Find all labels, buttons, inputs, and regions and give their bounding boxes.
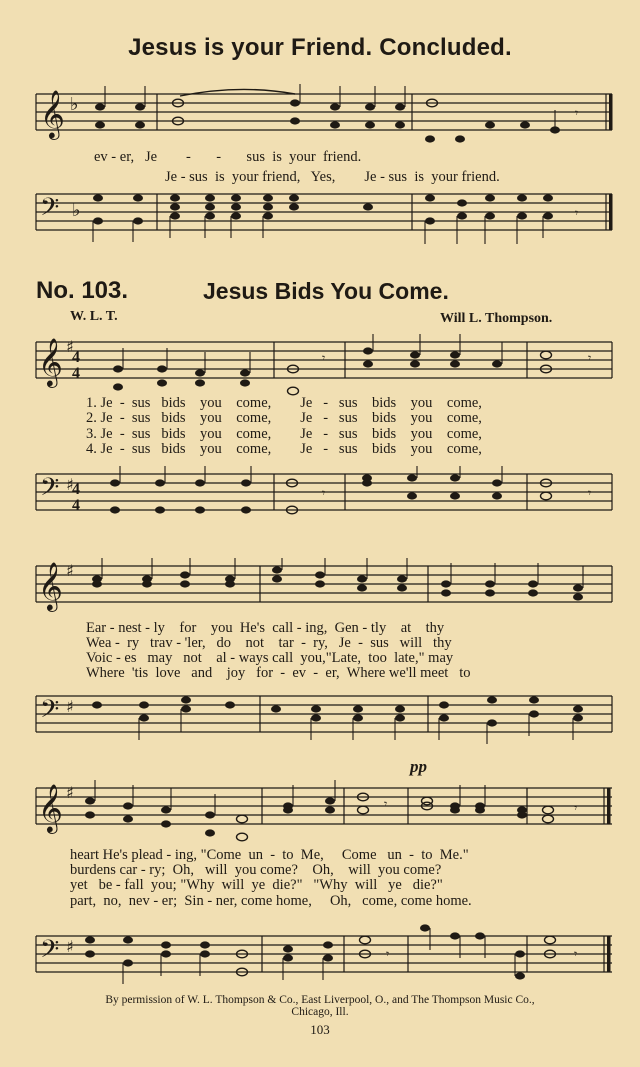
svg-text:𝄾: 𝄾 <box>386 947 390 961</box>
system1-verse-2: 2. Je - sus bids you come, Je - sus bids you come, <box>86 410 482 426</box>
system3-verse-3: yet be - fall you; "Why will ye die?" "Why will ye die?" <box>70 877 443 893</box>
svg-text:𝄾: 𝄾 <box>322 351 326 365</box>
system2-verse-1: Ear - nest - ly for you He's call - ing, Gen - tly at thy <box>86 620 445 636</box>
svg-text:𝄢: 𝄢 <box>40 193 60 228</box>
section-title: Jesus is your Friend. Concluded. <box>128 34 512 61</box>
permission-notice-line-1: By permission of W. L. Thompson & Co., East Liverpool, O., and The Thompson Music Co., <box>105 994 535 1006</box>
top-lyric-line-1: ev - er, Je - - sus is your friend. <box>94 149 362 165</box>
system2-bass-staff <box>0 688 640 752</box>
top-lyric-line-2: Je - sus is your friend, Yes, Je - sus is your friend. <box>165 169 500 185</box>
svg-text:𝄞: 𝄞 <box>38 561 63 610</box>
dynamic-marking-pianissimo: pp <box>410 757 427 776</box>
svg-text:♯: ♯ <box>66 337 74 356</box>
svg-text:𝄢: 𝄢 <box>40 695 60 730</box>
svg-text:♯: ♯ <box>66 937 74 956</box>
svg-text:𝄾: 𝄾 <box>574 947 578 961</box>
svg-text:4: 4 <box>72 365 80 382</box>
svg-text:♭: ♭ <box>70 94 79 115</box>
svg-text:𝄾: 𝄾 <box>588 351 592 365</box>
svg-text:♯: ♯ <box>66 697 74 716</box>
svg-text:𝄞: 𝄞 <box>38 783 63 832</box>
system2-treble-staff <box>0 558 640 622</box>
system3-treble-staff <box>0 780 640 850</box>
system2-verse-3: Voic - es may not al - ways call you,"Late, too late," may <box>86 650 454 666</box>
system3-verse-1: heart He's plead - ing, "Come un - to Me, Come un - to Me." <box>70 847 469 863</box>
music-credit: Will L. Thompson. <box>440 311 553 326</box>
svg-text:♯: ♯ <box>66 475 74 494</box>
page-number: 103 <box>310 1022 330 1037</box>
system2-verse-2: Wea - ry trav - 'ler, do not tar - ry, Je - sus will thy <box>86 635 452 651</box>
system2-verse-4: Where 'tis love and joy for - ev - er, Where we'll meet to <box>86 665 471 681</box>
svg-text:𝄞: 𝄞 <box>38 337 63 386</box>
svg-text:𝄞: 𝄞 <box>40 89 65 138</box>
svg-text:𝄾: 𝄾 <box>384 797 388 811</box>
svg-text:𝄢: 𝄢 <box>40 473 60 508</box>
svg-text:𝄾: 𝄾 <box>322 486 326 500</box>
svg-text:4: 4 <box>72 349 80 366</box>
svg-text:𝄾: 𝄾 <box>588 486 592 500</box>
svg-text:♯: ♯ <box>66 783 74 802</box>
system3-bass-staff <box>0 916 640 992</box>
svg-text:♭: ♭ <box>72 200 81 221</box>
svg-text:4: 4 <box>72 481 80 498</box>
words-credit: W. L. T. <box>70 309 118 324</box>
svg-text:𝄾: 𝄾 <box>575 106 579 120</box>
system3-verse-4: part, no, nev - er; Sin - ner, come home, Oh, come, come home. <box>70 893 472 909</box>
system1-verse-1: 1. Je - sus bids you come, Je - sus bids you come, <box>86 395 482 411</box>
system3-verse-2: burdens car - ry; Oh, will you come? Oh, will you come? <box>70 862 442 878</box>
system1-bass-staff <box>0 466 640 530</box>
permission-notice-line-2: Chicago, Ill. <box>291 1006 349 1018</box>
system1-verse-4: 4. Je - sus bids you come, Je - sus bids you come, <box>86 441 482 457</box>
svg-text:𝄢: 𝄢 <box>40 935 60 970</box>
system1-treble-staff <box>0 334 640 404</box>
svg-text:𝄾: 𝄾 <box>575 206 579 220</box>
hymn-title: Jesus Bids You Come. <box>203 278 449 304</box>
svg-text:4: 4 <box>72 497 80 514</box>
top-bass-staff <box>0 186 640 256</box>
hymn-number: No. 103. <box>36 277 129 304</box>
svg-text:♯: ♯ <box>66 561 74 580</box>
system1-verse-3: 3. Je - sus bids you come, Je - sus bids you come, <box>86 426 482 442</box>
svg-text:𝄾: 𝄾 <box>574 801 578 815</box>
